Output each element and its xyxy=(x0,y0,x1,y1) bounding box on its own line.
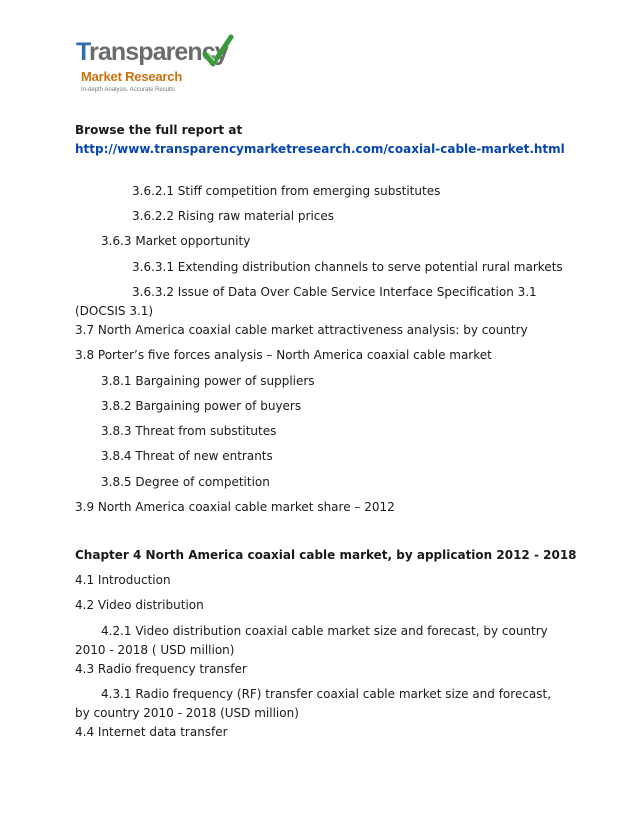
toc-entry: 3.8.3 Threat from substitutes xyxy=(101,424,277,438)
toc-entry: 4.2 Video distribution xyxy=(75,598,204,612)
toc-entry: 3.8.1 Bargaining power of suppliers xyxy=(101,374,315,388)
toc-entry: 3.8.2 Bargaining power of buyers xyxy=(101,399,302,413)
toc-entry: 3.6.3.2 Issue of Data Over Cable Service Interface Specification 3.1 (DOCSIS 3.1) xyxy=(75,285,537,318)
toc-entry: 3.8.5 Degree of competition xyxy=(101,475,270,489)
toc-entry: 4.2.1 Video distribution coaxial cable market size and forecast, by country 2010 - 2018 ( USD million) xyxy=(75,624,548,657)
toc-entry: 3.8 Porter’s five forces analysis – North America coaxial cable market xyxy=(75,348,492,362)
toc-entry: 4.3.1 Radio frequency (RF) transfer coaxial cable market size and forecast, by country 2010 - 2018 (USD million) xyxy=(75,687,552,720)
toc-entry: 4.1 Introduction xyxy=(75,573,171,587)
browse-report-text xyxy=(75,121,567,159)
toc-entry: 3.6.2.1 Stiff competition from emerging substitutes xyxy=(132,184,441,198)
chapter-heading: Chapter 4 North America coaxial cable market, by application 2012 - 2018 xyxy=(75,548,577,562)
toc-entry: 4.3 Radio frequency transfer xyxy=(75,662,247,676)
toc-entry: 4.4 Internet data transfer xyxy=(75,725,228,739)
toc-entry: 3.6.3 Market opportunity xyxy=(101,234,251,248)
toc-entry: 3.6.3.1 Extending distribution channels to serve potential rural markets xyxy=(132,260,563,274)
logo-brand-name: Transparency xyxy=(76,38,228,66)
toc-entry: 3.8.4 Threat of new entrants xyxy=(101,449,273,463)
checkmark-icon xyxy=(201,34,235,70)
browse-prefix: Browse the full report at xyxy=(75,123,243,137)
report-link[interactable]: http://www.transparencymarketresearch.com/coaxial-cable-market.html xyxy=(75,142,565,156)
logo-subtitle: Market Research xyxy=(81,69,183,84)
logo xyxy=(76,32,246,100)
logo-tagline: In-depth Analysis. Accurate Results xyxy=(81,87,176,93)
toc-entry: 3.6.2.2 Rising raw material prices xyxy=(132,209,335,223)
toc-entry: 3.7 North America coaxial cable market attractiveness analysis: by country xyxy=(75,323,528,337)
toc-entry: 3.9 North America coaxial cable market share – 2012 xyxy=(75,500,395,514)
